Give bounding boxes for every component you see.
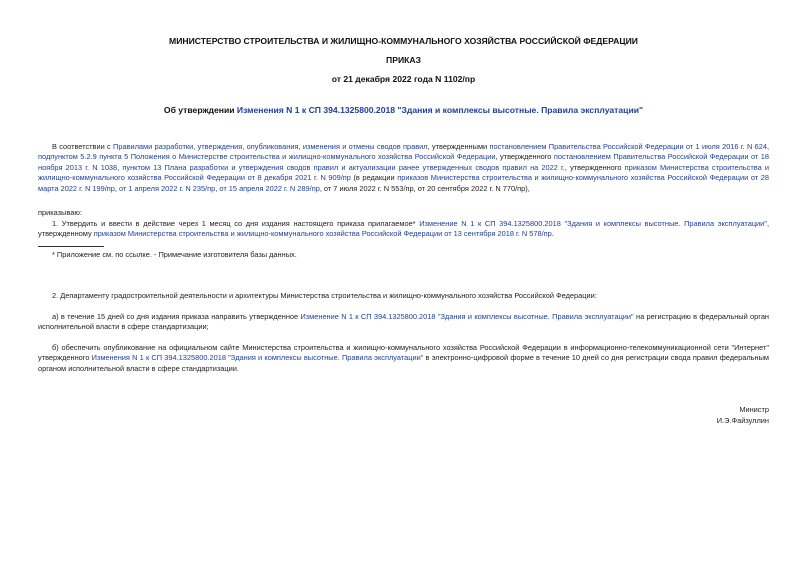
preamble-text-6: , утвержденного — [564, 162, 625, 172]
footnote: * Приложение см. по ссылке. - Примечание изготовителя базы данных. — [52, 250, 297, 259]
order-578-link[interactable]: приказом Министерства строительства и жилищно-коммунального хозяйства Российской Федерации от 13 сентября 2018 г. N 578/пр — [93, 229, 552, 239]
item-1-text-2: , утвержденному — [38, 219, 769, 239]
preamble-text-10: , от 7 июля 2022 г. N 553/пр, от 20 сентября 2022 г. N 770/пр), — [319, 183, 530, 193]
preamble-text-9: , — [215, 183, 220, 193]
item-2b-text-2: в электронно-цифровой форме в течение 10 дней со дня регистрации свода правил федеральным органом исполнительной власти в сфере стандартизации. — [38, 353, 770, 373]
plan-item-13-link[interactable]: пунктом 13 Плана разработки и утверждения сводов правил и актуализации ранее утвержденных сводов правил на 2022 г. — [122, 162, 565, 172]
item-2b-text-1: б) обеспечить опубликование на официальном сайте Министерства строительства и жилищно-коммунального хозяйства Российской Федерации в информационно-телекоммуникационной сети "Интернет" утвержденного — [38, 343, 769, 363]
order-235-link[interactable]: от 1 апреля 2022 г. N 235/пр — [119, 183, 216, 193]
signatory-position: Министр — [739, 405, 769, 414]
preamble-text-4: , утвержденного — [495, 152, 554, 162]
rules-link[interactable]: Правилами разработки, утверждения, опубликования, изменения и отмены сводов правил — [113, 142, 428, 151]
signatory-name: И.Э.Файзуллин — [716, 416, 769, 425]
preamble-text-2: , утвержденными — [427, 142, 490, 151]
item-1-paragraph — [38, 219, 769, 240]
item-2b-change-link[interactable]: Изменения N 1 к СП 394.1325800.2018 "Здания и комплексы высотные. Правила эксплуатации" — [91, 353, 424, 363]
item-1-text-1: 1. Утвердить и ввести в действие через 1 месяц со дня издания настоящего приказа прилагаемое* — [52, 219, 420, 228]
preamble-text-8: , — [114, 183, 119, 193]
item-2a-text-2: на регистрацию в федеральный орган исполнительной власти в сфере стандартизации; — [38, 312, 770, 332]
regulation-subitem-link[interactable]: подпунктом 5.2.9 пункта 5 Положения о Министерстве строительства и жилищно-коммунального хозяйства Российской Федерации — [38, 152, 496, 162]
preamble-text-7: (в редакции — [350, 173, 398, 183]
order-909-link[interactable]: приказом Министерства строительства и жилищно-коммунального хозяйства Российской Федерации от 8 декабря 2021 г. N 909/пр — [38, 162, 769, 183]
preamble-text-1: В соответствии с — [52, 142, 114, 151]
order-289-link[interactable]: от 15 апреля 2022 г. N 289/пр — [219, 183, 320, 193]
preamble-text-5: , — [117, 162, 123, 172]
item-1-change-link[interactable]: Изменение N 1 к СП 394.1325800.2018 "Здания и комплексы высотные. Правила эксплуатации" — [419, 219, 767, 228]
ministry-heading: МИНИСТЕРСТВО СТРОИТЕЛЬСТВА И ЖИЛИЩНО-КОММУНАЛЬНОГО ХОЗЯЙСТВА РОССИЙСКОЙ ФЕДЕРАЦИИ — [169, 36, 638, 46]
title-change-link[interactable]: Изменения N 1 к СП 394.1325800.2018 "Здания и комплексы высотные. Правила эксплуатации" — [236, 105, 644, 115]
order-199-link[interactable]: приказов Министерства строительства и жилищно-коммунального хозяйства Российской Федерации от 28 марта 2022 г. N 199/пр — [38, 173, 769, 193]
document-title — [0, 105, 807, 115]
footnote-separator — [38, 246, 104, 247]
item-1-text-3: . — [551, 229, 554, 239]
orders-label: приказываю: — [38, 208, 82, 217]
item-2a-paragraph — [38, 312, 769, 333]
resolution-1038-link[interactable]: постановлением Правительства Российской Федерации от 18 ноября 2013 г. N 1038 — [38, 152, 769, 172]
item-2a-change-link[interactable]: Изменение N 1 к СП 394.1325800.2018 "Здания и комплексы высотные. Правила эксплуатации" — [300, 312, 634, 321]
date-number-heading: от 21 декабря 2022 года N 1102/пр — [331, 74, 476, 84]
item-2b-paragraph — [38, 343, 769, 374]
preamble-paragraph — [38, 142, 769, 194]
doc-type-heading: ПРИКАЗ — [386, 55, 421, 65]
title-prefix: Об утверждении — [163, 105, 237, 115]
preamble-text-3: , — [766, 142, 770, 151]
resolution-624-link[interactable]: постановлением Правительства Российской Федерации от 1 июля 2016 г. N 624 — [489, 142, 767, 151]
item-2a-text-1: а) в течение 15 дней со дня издания приказа направить утвержденное — [52, 312, 301, 321]
item-2-paragraph: 2. Департаменту градостроительной деятельности и архитектуры Министерства строительства и жилищно-коммунального хозяйства Российской Федерации: — [52, 291, 597, 300]
